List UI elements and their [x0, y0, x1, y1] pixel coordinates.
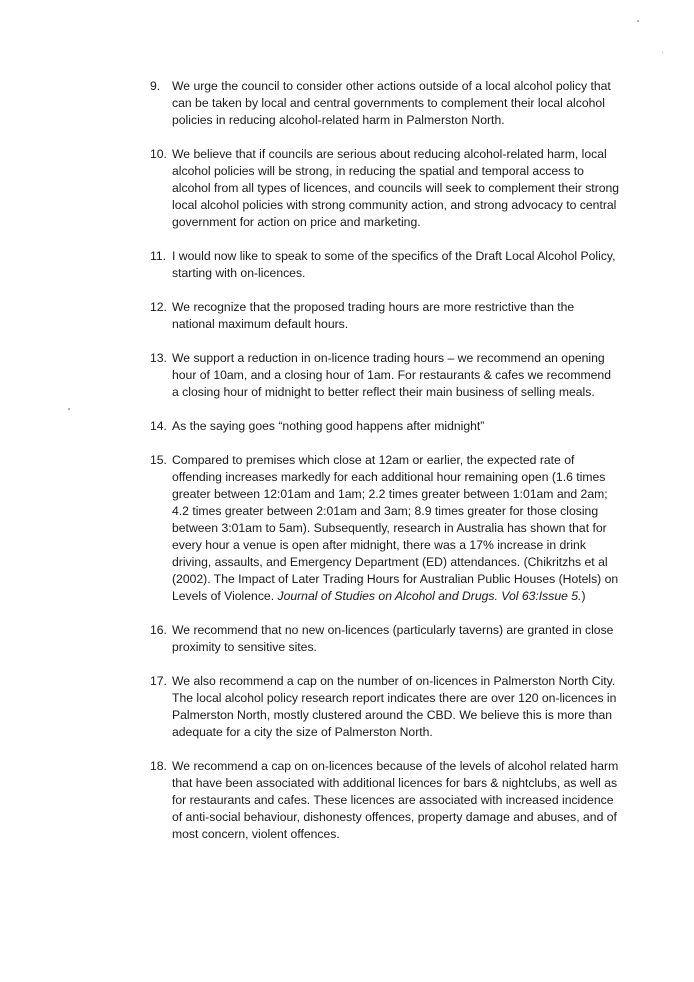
item-number: 9.	[150, 79, 161, 93]
item-number: 14.	[150, 419, 167, 433]
item-text: Compared to premises which close at 12am or earlier, the expected rate of offending increases markedly for each additional hour remaining open (1.6 times greater between 12:01am and 1am; 2.2 times greater between 1:01am and 2am; 4.2 times greater between 2:01am and 3am; 8.9 times greater for those closing between 3:01am to 5am). Subsequently, research in Australia has shown that for every hour a venue is open after midnight, there was a 17% increase in drink driving, assaults, and Emergency Department (ED) attendances. (Chikritzhs et al (2002). The Impact of Later Trading Hours for Australian Public Houses (Hotels) on Levels of Violence.	[172, 453, 619, 603]
item-text: We recognize that the proposed trading hours are more restrictive than the national maximum default hours.	[172, 300, 575, 331]
item-text-with-citation	[172, 452, 620, 605]
item-number: 15.	[150, 453, 167, 467]
citation-closing: )	[581, 589, 586, 603]
list-item	[150, 146, 620, 231]
list-item	[150, 350, 620, 401]
item-text: We support a reduction in on-licence trading hours – we recommend an opening hour of 10am, and a closing hour of 1am. For restaurants & cafes we recommend a closing hour of midnight to better reflect their main business of selling meals.	[172, 351, 611, 399]
item-number: 13.	[150, 351, 167, 365]
item-text: We urge the council to consider other actions outside of a local alcohol policy that can be taken by local and central governments to complement their local alcohol policies in reducing alcohol-related harm in Palmerston North.	[172, 79, 611, 127]
list-item	[150, 758, 620, 843]
list-item	[150, 78, 620, 129]
item-text: We recommend a cap on on-licences because of the levels of alcohol related harm that have been associated with additional licences for bars & nightclubs, as well as for restaurants and cafes. These licences are associated with increased incidence of anti-social behaviour, dishonesty offences, property damage and abuses, and of most concern, violent offences.	[172, 759, 619, 841]
list-item	[150, 622, 620, 656]
scan-speck	[68, 408, 70, 410]
item-text: We recommend that no new on-licences (particularly taverns) are granted in close proximity to sensitive sites.	[172, 623, 614, 654]
list-item	[150, 418, 620, 435]
journal-citation: Journal of Studies on Alcohol and Drugs. Vol 63:Issue 5.	[277, 589, 582, 603]
list-item	[150, 452, 620, 605]
scan-speck	[662, 52, 663, 53]
numbered-list	[150, 78, 620, 860]
item-number: 11.	[150, 249, 167, 263]
list-item	[150, 248, 620, 282]
item-number: 12.	[150, 300, 167, 314]
item-number: 10.	[150, 147, 167, 161]
item-text: We believe that if councils are serious about reducing alcohol-related harm, local alcohol policies will be strong, in reducing the spatial and temporal access to alcohol from all types of licences, and councils will seek to complement their strong local alcohol policies with strong community action, and strong advocacy to central government for action on price and marketing.	[172, 147, 620, 229]
item-text: We also recommend a cap on the number of on-licences in Palmerston North City. The local alcohol policy research report indicates there are over 120 on-licences in Palmerston North, mostly clustered around the CBD. We believe this is more than adequate for a city the size of Palmerston North.	[172, 674, 617, 739]
item-number: 17.	[150, 674, 167, 688]
item-text: I would now like to speak to some of the specifics of the Draft Local Alcohol Policy, starting with on-licences.	[172, 249, 616, 280]
list-item	[150, 673, 620, 741]
list-item	[150, 299, 620, 333]
item-text: As the saying goes “nothing good happens after midnight”	[172, 419, 485, 433]
scan-speck	[637, 20, 639, 22]
item-number: 18.	[150, 759, 167, 773]
item-number: 16.	[150, 623, 167, 637]
